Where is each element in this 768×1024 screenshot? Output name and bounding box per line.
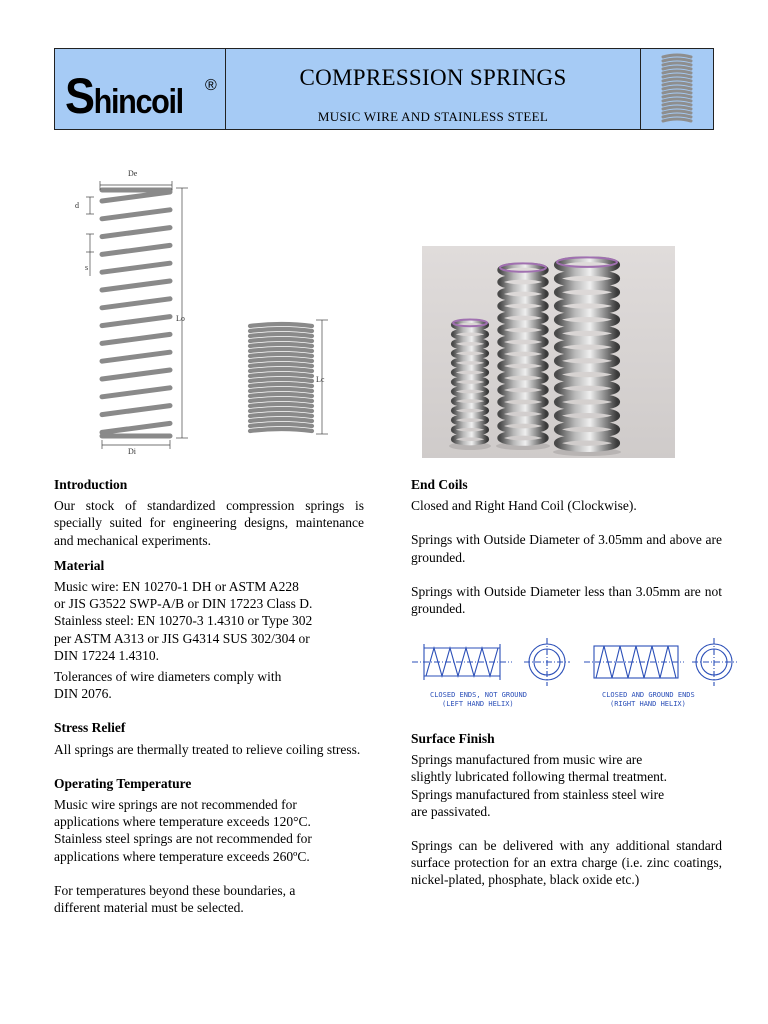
surface-finish-text: Springs manufactured from music wire are slightly lubricated following thermal treatment. Springs manufactured from stainless steel wire are passivated. — [411, 752, 668, 819]
right-column-top — [411, 476, 722, 617]
operating-temperature-text: Music wire springs are not recommended for applications where temperature exceeds 120°C. Stainless steel springs are not recommended for applications where temperature exceeds 260ºC. — [54, 797, 312, 864]
stress-relief-heading: Stress Relief — [54, 720, 126, 736]
temperature-boundaries-text: For temperatures beyond these boundaries, a different material must be selected. — [54, 882, 296, 916]
grounded-text: Springs with Outside Diameter of 3.05mm and above are grounded. — [411, 532, 722, 565]
registered-mark: ® — [205, 77, 217, 94]
label-di: Di — [128, 447, 136, 456]
closed-ends-not-ground-figure — [412, 638, 570, 686]
tolerance-text: Tolerances of wire diameters comply with DIN 2076. — [54, 669, 282, 702]
not-grounded-text: Springs with Outside Diameter less than 3.05mm are not grounded. — [411, 583, 722, 617]
spring-thumbnail-cell — [641, 49, 713, 129]
introduction-text: Our stock of standardized compression springs is specially suited for engineering designs, maintenance and mechanical experiments. — [54, 498, 364, 548]
logo-cell — [55, 49, 226, 129]
surface-finish-heading: Surface Finish — [411, 731, 495, 746]
spring-dimension-drawing — [72, 164, 342, 456]
page-subtitle: MUSIC WIRE AND STAINLESS STEEL — [317, 109, 549, 124]
label-lo: Lo — [176, 314, 185, 323]
end-coil-blueprints — [412, 634, 742, 714]
label-s: s — [85, 263, 89, 272]
header-banner — [54, 48, 714, 130]
caption-left-helix: (LEFT HAND HELIX) — [442, 700, 514, 708]
label-de: De — [128, 169, 138, 178]
right-column-bottom — [411, 730, 722, 889]
closed-ground-ends-figure — [584, 638, 737, 686]
title-cell — [226, 49, 641, 129]
introduction-heading: Introduction — [54, 477, 128, 492]
material-heading: Material — [54, 557, 105, 573]
caption-right-helix: (RIGHT HAND HELIX) — [610, 700, 686, 708]
operating-temperature-heading: Operating Temperature — [54, 775, 192, 791]
material-text: Music wire: EN 10270-1 DH or ASTM A228 or JIS G3522 SWP-A/B or DIN 17223 Class D. Stainless steel: EN 10270-3 1.4310 or Type 302 per ASTM A313 or JIS G4314 SUS 302/304 or DIN 17224 1.4310. — [54, 579, 313, 663]
end-coils-heading: End Coils — [411, 477, 468, 492]
free-spring — [102, 190, 170, 436]
surface-protection-text: Springs can be delivered with any additional standard surface protection for an extra charge (i.e. zinc coatings, nickel-plated, phosphate, black oxide etc.) — [411, 838, 722, 888]
label-d: d — [75, 201, 79, 210]
spring-icon — [641, 49, 713, 129]
solid-spring — [250, 324, 312, 431]
left-column — [54, 476, 364, 916]
end-coils-text: Closed and Right Hand Coil (Clockwise). — [411, 498, 637, 514]
page-title: COMPRESSION SPRINGS — [299, 65, 567, 90]
stress-relief-text: All springs are thermally treated to relieve coiling stress. — [54, 741, 361, 757]
shincoil-logo: Shincoil — [65, 68, 183, 124]
caption-not-ground: CLOSED ENDS, NOT GROUND — [430, 691, 527, 699]
springs-photo — [422, 246, 675, 458]
caption-ground: CLOSED AND GROUND ENDS — [602, 691, 695, 699]
label-lc: Lc — [316, 375, 325, 384]
